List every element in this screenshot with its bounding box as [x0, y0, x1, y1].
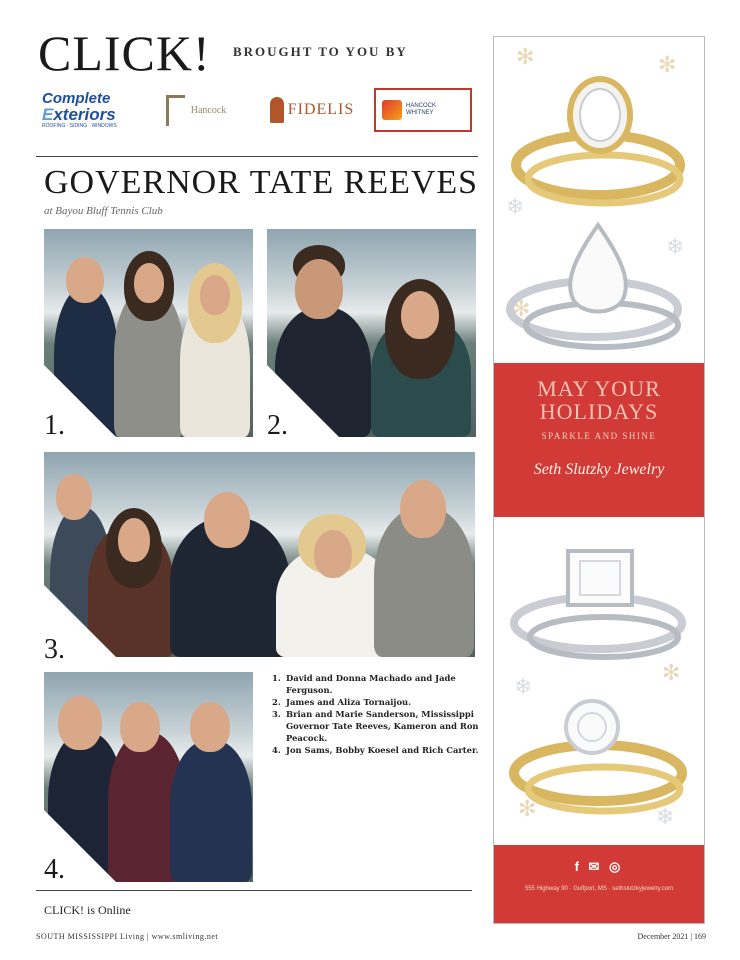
photo-2	[267, 229, 476, 437]
hancock-whitney-mark-icon	[382, 100, 402, 120]
jewelry-advertisement[interactable]	[493, 36, 705, 924]
sponsor-line: Complete	[42, 90, 111, 107]
fidelis-mark-icon	[270, 97, 284, 123]
social-icons[interactable]: f ✉ ◎	[574, 859, 624, 874]
snowflake-icon: ✻	[518, 797, 537, 822]
publication-info: SOUTH MISSISSIPPI Living | www.smliving.net	[36, 932, 219, 941]
ad-contact: 555 Highway 90 · Gulfport, MS · sethslutzkyjewelry.com	[524, 886, 674, 892]
online-link[interactable]: CLICK! is Online	[44, 903, 131, 917]
caption-item: 4. Jon Sams, Bobby Koesel and Rich Carter.	[272, 745, 479, 755]
hancock-mark-icon	[166, 95, 185, 126]
ad-headline: MAY YOUR HOLIDAYS	[537, 376, 661, 424]
page-info: December 2021 | 169	[637, 932, 706, 941]
photo-captions	[272, 672, 482, 756]
photo-number: 1.	[44, 410, 65, 441]
contact-banner	[494, 845, 704, 924]
snowflake-icon: ❄	[506, 195, 525, 220]
caption-item: 1. David and Donna Machado and Jade Ferguson.	[272, 673, 456, 695]
header-divider	[36, 156, 478, 157]
article-subtitle: at Bayou Bluff Tennis Club	[44, 205, 163, 217]
snowflake-icon: ❄	[656, 805, 675, 830]
snowflake-icon: ✻	[658, 53, 677, 78]
section-title: CLICK!	[38, 25, 211, 81]
ad-brand: Seth Slutzky Jewelry	[533, 461, 665, 478]
footer-divider	[36, 890, 472, 891]
hancock-whitney-logo	[374, 88, 472, 132]
sponsor-name: HANCOCK WHITNEY	[406, 103, 437, 116]
sponsor-name: Hancock	[190, 104, 227, 116]
photo-4	[44, 672, 253, 885]
sponsor-name: FIDELIS	[287, 101, 355, 118]
photo-number: 2.	[267, 410, 288, 441]
caption-item: 2. James and Aliza Tornaijou.	[272, 697, 412, 707]
snowflake-icon: ❄	[514, 675, 533, 700]
snowflake-icon: ✻	[512, 297, 531, 322]
holiday-banner	[494, 363, 704, 517]
photo-number: 4.	[44, 854, 65, 885]
article-title: GOVERNOR TATE REEVES	[44, 164, 479, 201]
platinum-emerald-cut-ring-icon	[494, 525, 705, 675]
sponsor-tagline: ROOFING · SIDING · WINDOWS	[42, 123, 117, 129]
platinum-pear-halo-ring-icon	[494, 209, 705, 369]
hancock-logo	[150, 88, 242, 132]
photo-1	[44, 229, 253, 437]
sponsor-line: Exteriors	[42, 105, 116, 124]
fidelis-logo	[262, 88, 362, 132]
caption-item: 3. Brian and Marie Sanderson, Mississippi Governor Tate Reeves, Kameron and Ron Peacock.	[272, 709, 479, 743]
snowflake-icon: ❄	[666, 235, 685, 260]
ad-subline: SPARKLE AND SHINE	[541, 431, 657, 441]
snowflake-icon: ✻	[662, 661, 681, 686]
brought-to-you-by: BROUGHT TO YOU BY	[233, 44, 408, 59]
complete-exteriors-logo	[42, 88, 137, 132]
person	[170, 740, 252, 882]
photo-3	[44, 452, 475, 657]
photo-number: 3.	[44, 634, 65, 665]
gold-oval-halo-ring-icon	[494, 53, 705, 220]
snowflake-icon: ✻	[516, 45, 535, 70]
